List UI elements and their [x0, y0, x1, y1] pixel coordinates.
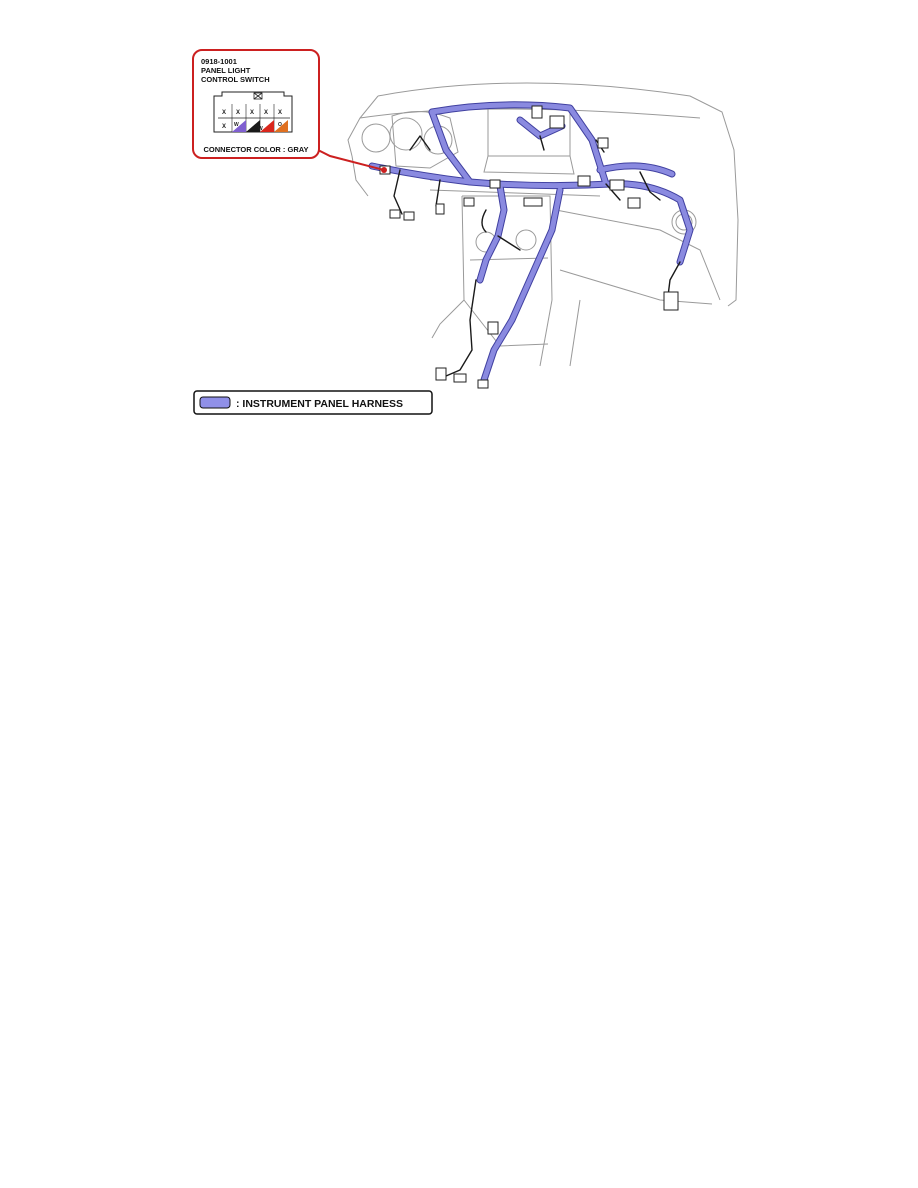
harness-diagram — [0, 0, 918, 430]
instrument-panel-harness — [372, 105, 690, 380]
harness-connectors — [380, 106, 678, 388]
connector-name-line2: CONTROL SWITCH — [201, 75, 270, 84]
pin-top-2: X — [236, 110, 241, 116]
connector-callout — [193, 50, 319, 158]
pin-bottom-3: B — [250, 122, 254, 128]
pin-bottom-2: W — [234, 122, 239, 128]
connector-name-line1: PANEL LIGHT — [201, 66, 251, 75]
pin-bottom-3b: W — [258, 126, 263, 132]
pin-bottom-1: X — [222, 124, 227, 130]
connector-code: 0918-1001 — [201, 57, 237, 66]
legend-swatch — [200, 397, 230, 408]
pin-top-4: X — [264, 110, 269, 116]
connector-color-label: CONNECTOR COLOR : GRAY — [203, 145, 309, 154]
pin-top-5: X — [278, 110, 283, 116]
legend-label: : INSTRUMENT PANEL HARNESS — [236, 398, 404, 410]
connector-location-marker — [381, 167, 387, 173]
legend — [194, 391, 432, 414]
pin-top-1: X — [222, 110, 227, 116]
pin-bottom-5: O — [278, 122, 282, 128]
dashboard-outline — [348, 83, 738, 366]
pin-top-3: X — [250, 110, 255, 116]
connector-face — [214, 92, 292, 132]
